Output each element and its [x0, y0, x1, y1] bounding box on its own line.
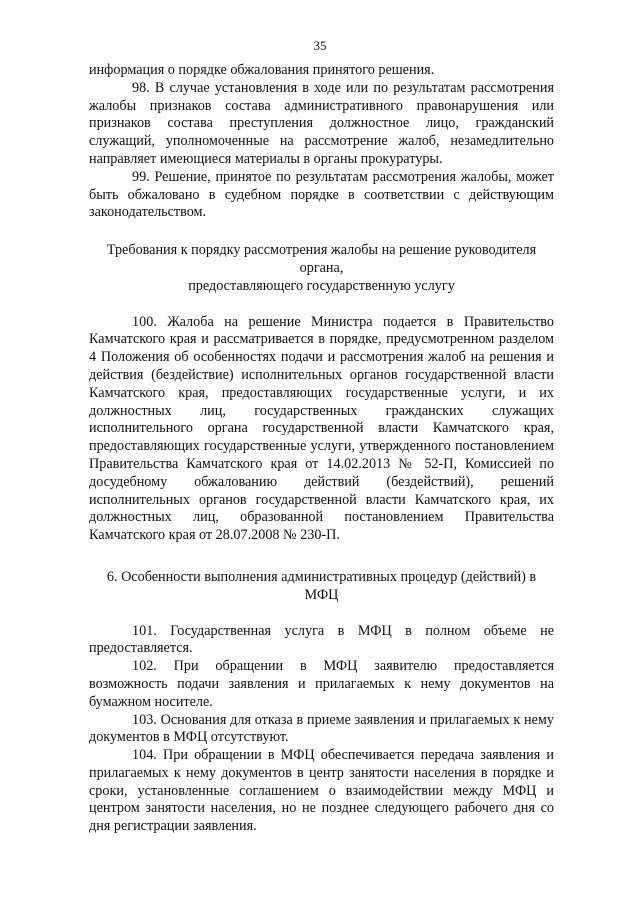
spacer: [89, 605, 554, 623]
paragraph-99: 99. Решение, принятое по результатам рассмотрения жалобы, может быть обжаловано в судебном порядке в соответствии с действующим законодательством.: [89, 168, 554, 221]
section-heading-complaint-requirements: [89, 242, 554, 295]
paragraph-101: 101. Государственная услуга в МФЦ в полном объеме не предоставляется.: [89, 622, 554, 657]
document-body: [89, 62, 554, 836]
spacer: [89, 296, 554, 314]
section-heading-line-1: Требования к порядку рассмотрения жалобы на решение руководителя органа,: [106, 242, 537, 276]
spacer: [89, 545, 554, 569]
spacer: [89, 222, 554, 242]
paragraph-103: 103. Основания для отказа в приеме заявления и прилагаемых к нему документов в МФЦ отсутствуют.: [89, 711, 554, 746]
section-heading-mfc: 6. Особенности выполнения административных процедур (действий) в МФЦ: [106, 568, 537, 603]
paragraph-104: 104. При обращении в МФЦ обеспечивается передача заявления и прилагаемых к нему документов в центр занятости населения в порядке и сроки, установленные соглашением о взаимодействии между МФЦ и центром занятости населения, но не позднее следующего рабочего дня со дня регистрации заявления.: [89, 747, 554, 835]
paragraph-102: 102. При обращении в МФЦ заявителю предоставляется возможность подачи заявления и прилагаемых к нему документов на бумажном носителе.: [89, 658, 554, 710]
page-number: 35: [313, 38, 327, 53]
section-heading-line-2: предоставляющего государственную услугу: [188, 277, 455, 294]
paragraph-98: 98. В случае установления в ходе или по результатам рассмотрения жалобы признаков состава административного правонарушения или признаков состава преступления должностное лицо, гражданский служащий, уполномоченные на рассмотрение жалоб, незамедлительно направляет имеющиеся материалы в органы прокуратуры.: [89, 79, 554, 167]
paragraph-100: 100. Жалоба на решение Министра подается в Правительство Камчатского края и рассматривается в порядке, предусмотренном разделом 4 Положения об особенностях подачи и рассмотрения жалоб на решения и действия (бездействие) исполнительных органов государственной власти Камчатского края, предоставляющих государственные услуги, и их должностных лиц, государственных гражданских служащих исполнительного органа государственной власти Камчатского края, предоставляющих государственные услуги, утвержденного постановлением Правительства Камчатского края от 14.02.2013 № 52-П, Комиссией по досудебному обжалованию действий (бездействий), решений исполнительных органов государственной власти Камчатского края, их должностных лиц, образованной постановлением Правительства Камчатского края от 28.07.2008 № 230-П.: [89, 313, 554, 544]
paragraph-continuation: информация о порядке обжалования принятого решения.: [89, 62, 435, 78]
